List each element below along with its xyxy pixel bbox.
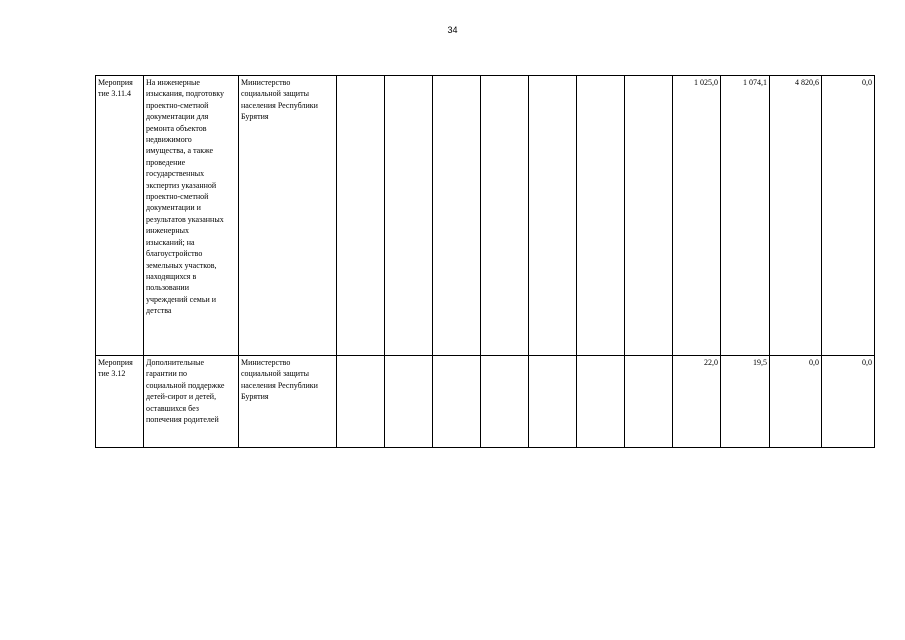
page-number: 34 [447,25,458,35]
activity-code: Мероприя тие 3.11.4 [96,76,144,356]
program-table [95,75,875,448]
value-cell: 19,5 [721,356,770,448]
table-cell [481,76,529,356]
table-cell [385,76,433,356]
table-cell [433,76,481,356]
value-cell: 1 025,0 [673,76,721,356]
activity-code: Мероприя тие 3.12 [96,356,144,448]
table-cell [625,356,673,448]
value-cell: 1 074,1 [721,76,770,356]
value-cell: 4 820,6 [770,76,822,356]
activity-executor: Министерство социальной защиты населения Республики Бурятия [239,356,337,448]
table-cell [577,76,625,356]
table-cell [337,356,385,448]
table-cell [481,356,529,448]
table-cell [529,76,577,356]
value-cell: 22,0 [673,356,721,448]
value-cell: 0,0 [822,76,875,356]
value-cell: 0,0 [822,356,875,448]
table-cell [433,356,481,448]
table-row [96,76,875,356]
table-cell [337,76,385,356]
table-cell [625,76,673,356]
activity-executor: Министерство социальной защиты населения Республики Бурятия [239,76,337,356]
activity-name: На инженерные изыскания, подготовку проектно-сметной документации для ремонта объектов недвижимого имущества, а также проведение государственных экспертиз указанной проектно-сметной документации и результатов указанных инженерных изысканий; на благоустройство земельных участков, находящихся в пользовании учреждений семьи и детства [144,76,239,356]
table-cell [385,356,433,448]
table-cell [577,356,625,448]
activity-name: Дополнительные гарантии по социальной поддержке детей-сирот и детей, оставшихся без попечения родителей [144,356,239,448]
value-cell: 0,0 [770,356,822,448]
table-cell [529,356,577,448]
table-row [96,356,875,448]
